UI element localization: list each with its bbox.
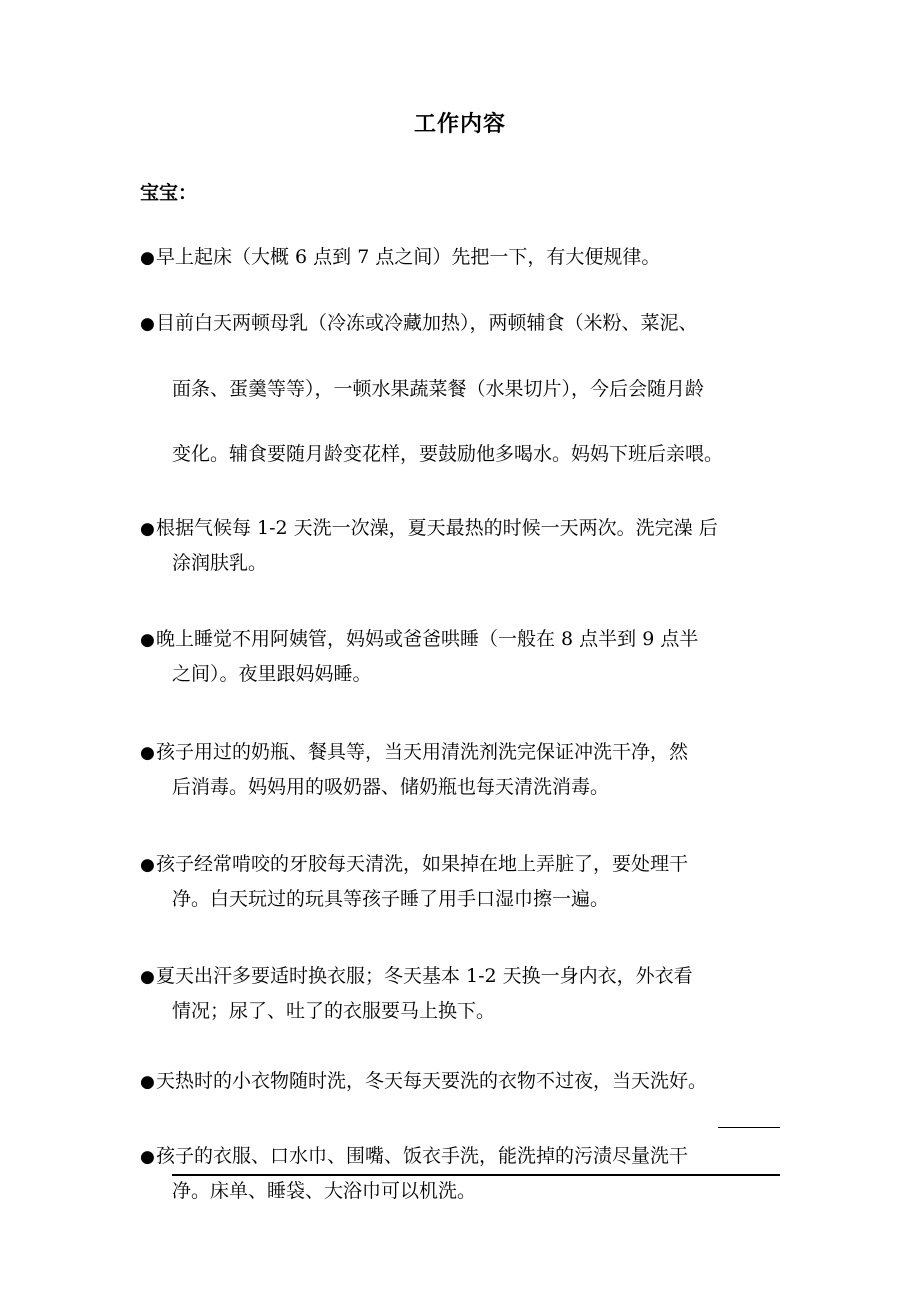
item-text: 目前白天两顿母乳（冷冻或冷藏加热），两顿辅食（米粉、菜泥、 [156, 312, 698, 334]
item-text: 情况；尿了、吐了的衣服要马上换下。 [172, 1000, 496, 1022]
page-title: 工作内容 [413, 111, 506, 137]
item-text: 变化。辅食要随月龄变花样，要鼓励他多喝水。妈妈下班后亲喂。 [172, 443, 724, 465]
item-text: 后消毒。妈妈用的吸奶器、储奶瓶也每天清洗消毒。 [172, 776, 610, 798]
item-text: 涂润肤乳。 [172, 552, 268, 574]
list-item [140, 1065, 810, 1098]
bullet-icon: ● [140, 519, 155, 539]
item-text: 净。白天玩过的玩具等孩子睡了用手口湿巾擦一遍。 [172, 888, 610, 910]
bullet-icon: ● [140, 743, 155, 763]
bullet-icon: ● [140, 248, 155, 268]
list-item [140, 847, 810, 916]
item-text: 面条、蛋羹等等），一顿水果蔬菜餐（水果切片），今后会随月龄 [172, 378, 705, 400]
item-text: 根据气候每 1-2 天洗一次澡，夏天最热的时候一天两次。洗完澡 后 [156, 517, 718, 539]
item-text: 孩子的衣服、口水巾、围嘴、饭衣手洗，能洗掉的污渍尽量洗干 [156, 1145, 689, 1167]
long-rule [172, 1174, 780, 1176]
list-item [140, 735, 810, 804]
short-rule [718, 1127, 780, 1128]
bullet-icon: ● [140, 314, 155, 334]
list-item [140, 242, 810, 273]
list-item [140, 511, 810, 580]
item-text: 孩子经常啃咬的牙胶每天清洗，如果掉在地上弄脏了，要处理干 [156, 853, 689, 875]
bullet-icon: ● [140, 967, 155, 987]
bullet-icon: ● [140, 855, 155, 875]
item-text: 早上起床（大概 6 点到 7 点之间）先把一下，有大便规律。 [156, 246, 661, 268]
item-text: 净。床单、睡袋、大浴巾可以机洗。 [172, 1180, 477, 1202]
list-item [140, 959, 810, 1028]
item-text: 晚上睡觉不用阿姨管，妈妈或爸爸哄睡（一般在 8 点半到 9 点半 [156, 628, 699, 650]
bullet-icon: ● [140, 1072, 155, 1092]
list-item [140, 307, 810, 470]
item-text: 孩子用过的奶瓶、餐具等，当天用清洗剂洗完保证冲洗干净，然 [156, 741, 689, 763]
item-text: 天热时的小衣物随时洗，冬天每天要洗的衣物不过夜，当天洗好。 [156, 1070, 708, 1092]
item-text: 之间）。夜里跟妈妈睡。 [172, 663, 372, 685]
section-label-baby: 宝宝： [140, 182, 198, 204]
list-item [140, 622, 810, 691]
bullet-icon: ● [140, 1147, 155, 1167]
bullet-icon: ● [140, 630, 155, 650]
item-text: 夏天出汗多要适时换衣服；冬天基本 1-2 天换一身内衣，外衣看 [156, 965, 693, 987]
